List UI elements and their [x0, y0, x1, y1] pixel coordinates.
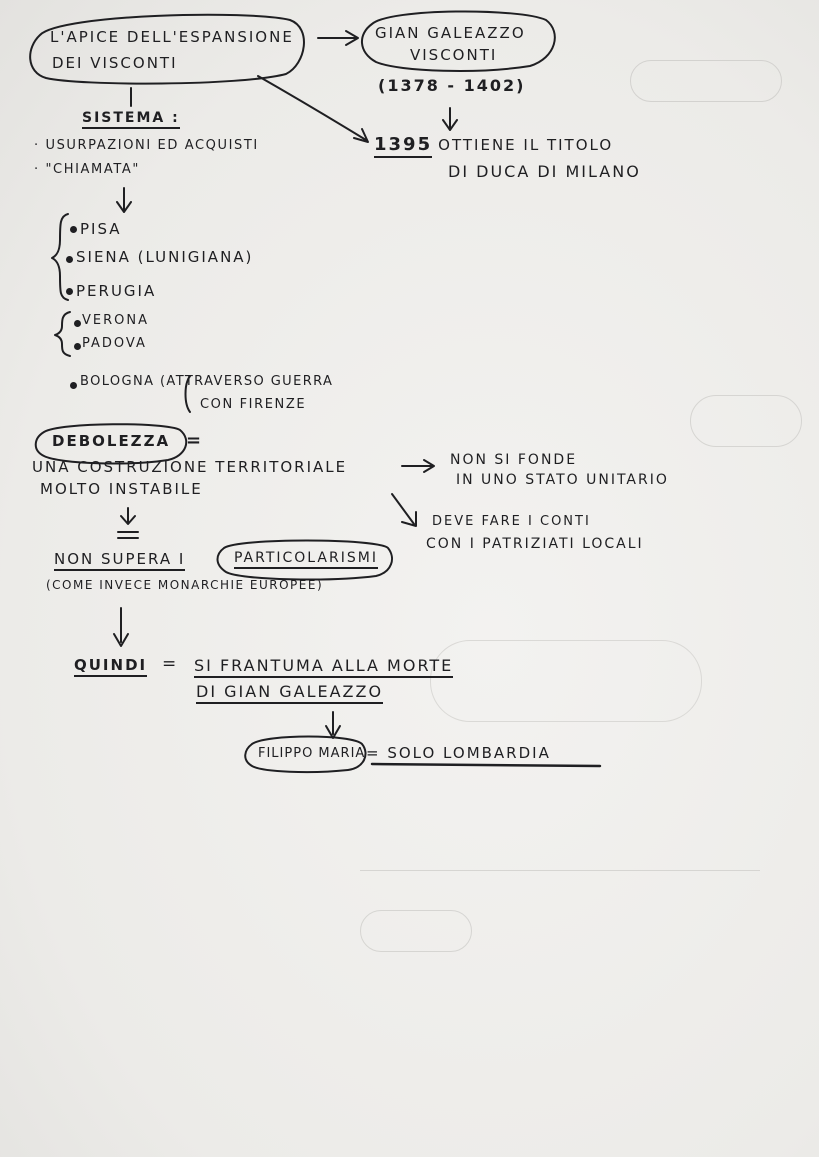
city-bullet — [74, 343, 81, 350]
city-bullet — [66, 288, 73, 295]
title-line-1: L'APICE DELL'ESPANSIONE — [50, 28, 294, 46]
result-2-line-2: CON I PATRIZIATI LOCALI — [426, 536, 644, 552]
arrow-title-to-ruler — [318, 31, 358, 45]
conclusion-equals: = — [162, 654, 179, 674]
city-bullet — [70, 226, 77, 233]
city-bullet — [70, 382, 77, 389]
conclusion-line-1: SI FRANTUMA ALLA MORTE — [194, 656, 453, 678]
city-item: PISA — [80, 220, 122, 238]
arrow-to-particularism — [118, 508, 138, 538]
bologna-line-1: BOLOGNA (ATTRAVERSO GUERRA — [80, 374, 334, 389]
bologna-line-2: CON FIRENZE — [200, 397, 307, 412]
city-item: SIENA (LUNIGIANA) — [76, 248, 254, 266]
brace-group-2 — [55, 312, 70, 356]
result-2-line-1: DEVE FARE I CONTI — [432, 514, 591, 529]
weakness-line-1: UNA COSTRUZIONE TERRITORIALE — [32, 458, 348, 476]
duke-line-1: - OTTIENE IL TITOLO — [424, 136, 614, 154]
conclusion-line-2: DI GIAN GALEAZZO — [196, 682, 383, 704]
system-heading: SISTEMA : — [82, 110, 180, 129]
arrow-years-to-duke — [443, 108, 457, 130]
ruler-name-line-2: VISCONTI — [410, 46, 498, 64]
weakness-equals: = — [186, 430, 204, 451]
arrow-to-result-2 — [392, 494, 416, 526]
result-1-line-1: NON SI FONDE — [450, 452, 578, 468]
weakness-heading: DEBOLEZZA — [52, 432, 171, 450]
city-bullet — [74, 320, 81, 327]
conclusion-label: QUINDI — [74, 656, 147, 677]
successor-name: FILIPPO MARIA — [258, 746, 366, 761]
ruler-years: (1378 - 1402) — [378, 76, 526, 95]
city-item: PERUGIA — [76, 282, 157, 300]
arrow-to-conclusion — [114, 608, 128, 646]
arrow-system-to-cities — [117, 188, 131, 212]
title-line-2: DEI VISCONTI — [52, 54, 178, 72]
particularism-note: (COME INVECE MONARCHIE EUROPEE) — [46, 578, 324, 592]
successor-text: = SOLO LOMBARDIA — [366, 744, 551, 762]
successor-underline — [372, 764, 600, 766]
particularism-prefix: NON SUPERA I — [54, 550, 185, 571]
title-bubble-outline — [30, 15, 304, 84]
city-bullet — [66, 256, 73, 263]
ruler-name-line-1: GIAN GALEAZZO — [375, 24, 526, 42]
system-item-1: · USURPAZIONI ED ACQUISTI — [34, 138, 259, 153]
arrow-to-successor — [326, 712, 340, 738]
particularism-boxed: PARTICOLARISMI — [234, 550, 378, 569]
duke-year: 1395 — [374, 134, 432, 158]
arrow-title-to-duke — [258, 76, 368, 142]
system-item-2: · "CHIAMATA" — [34, 162, 140, 177]
city-item: VERONA — [82, 313, 149, 328]
arrow-to-result-1 — [402, 460, 434, 472]
weakness-line-2: MOLTO INSTABILE — [40, 480, 203, 498]
duke-line-2: DI DUCA DI MILANO — [448, 162, 641, 181]
city-item: PADOVA — [82, 336, 147, 351]
result-1-line-2: IN UNO STATO UNITARIO — [456, 472, 669, 488]
